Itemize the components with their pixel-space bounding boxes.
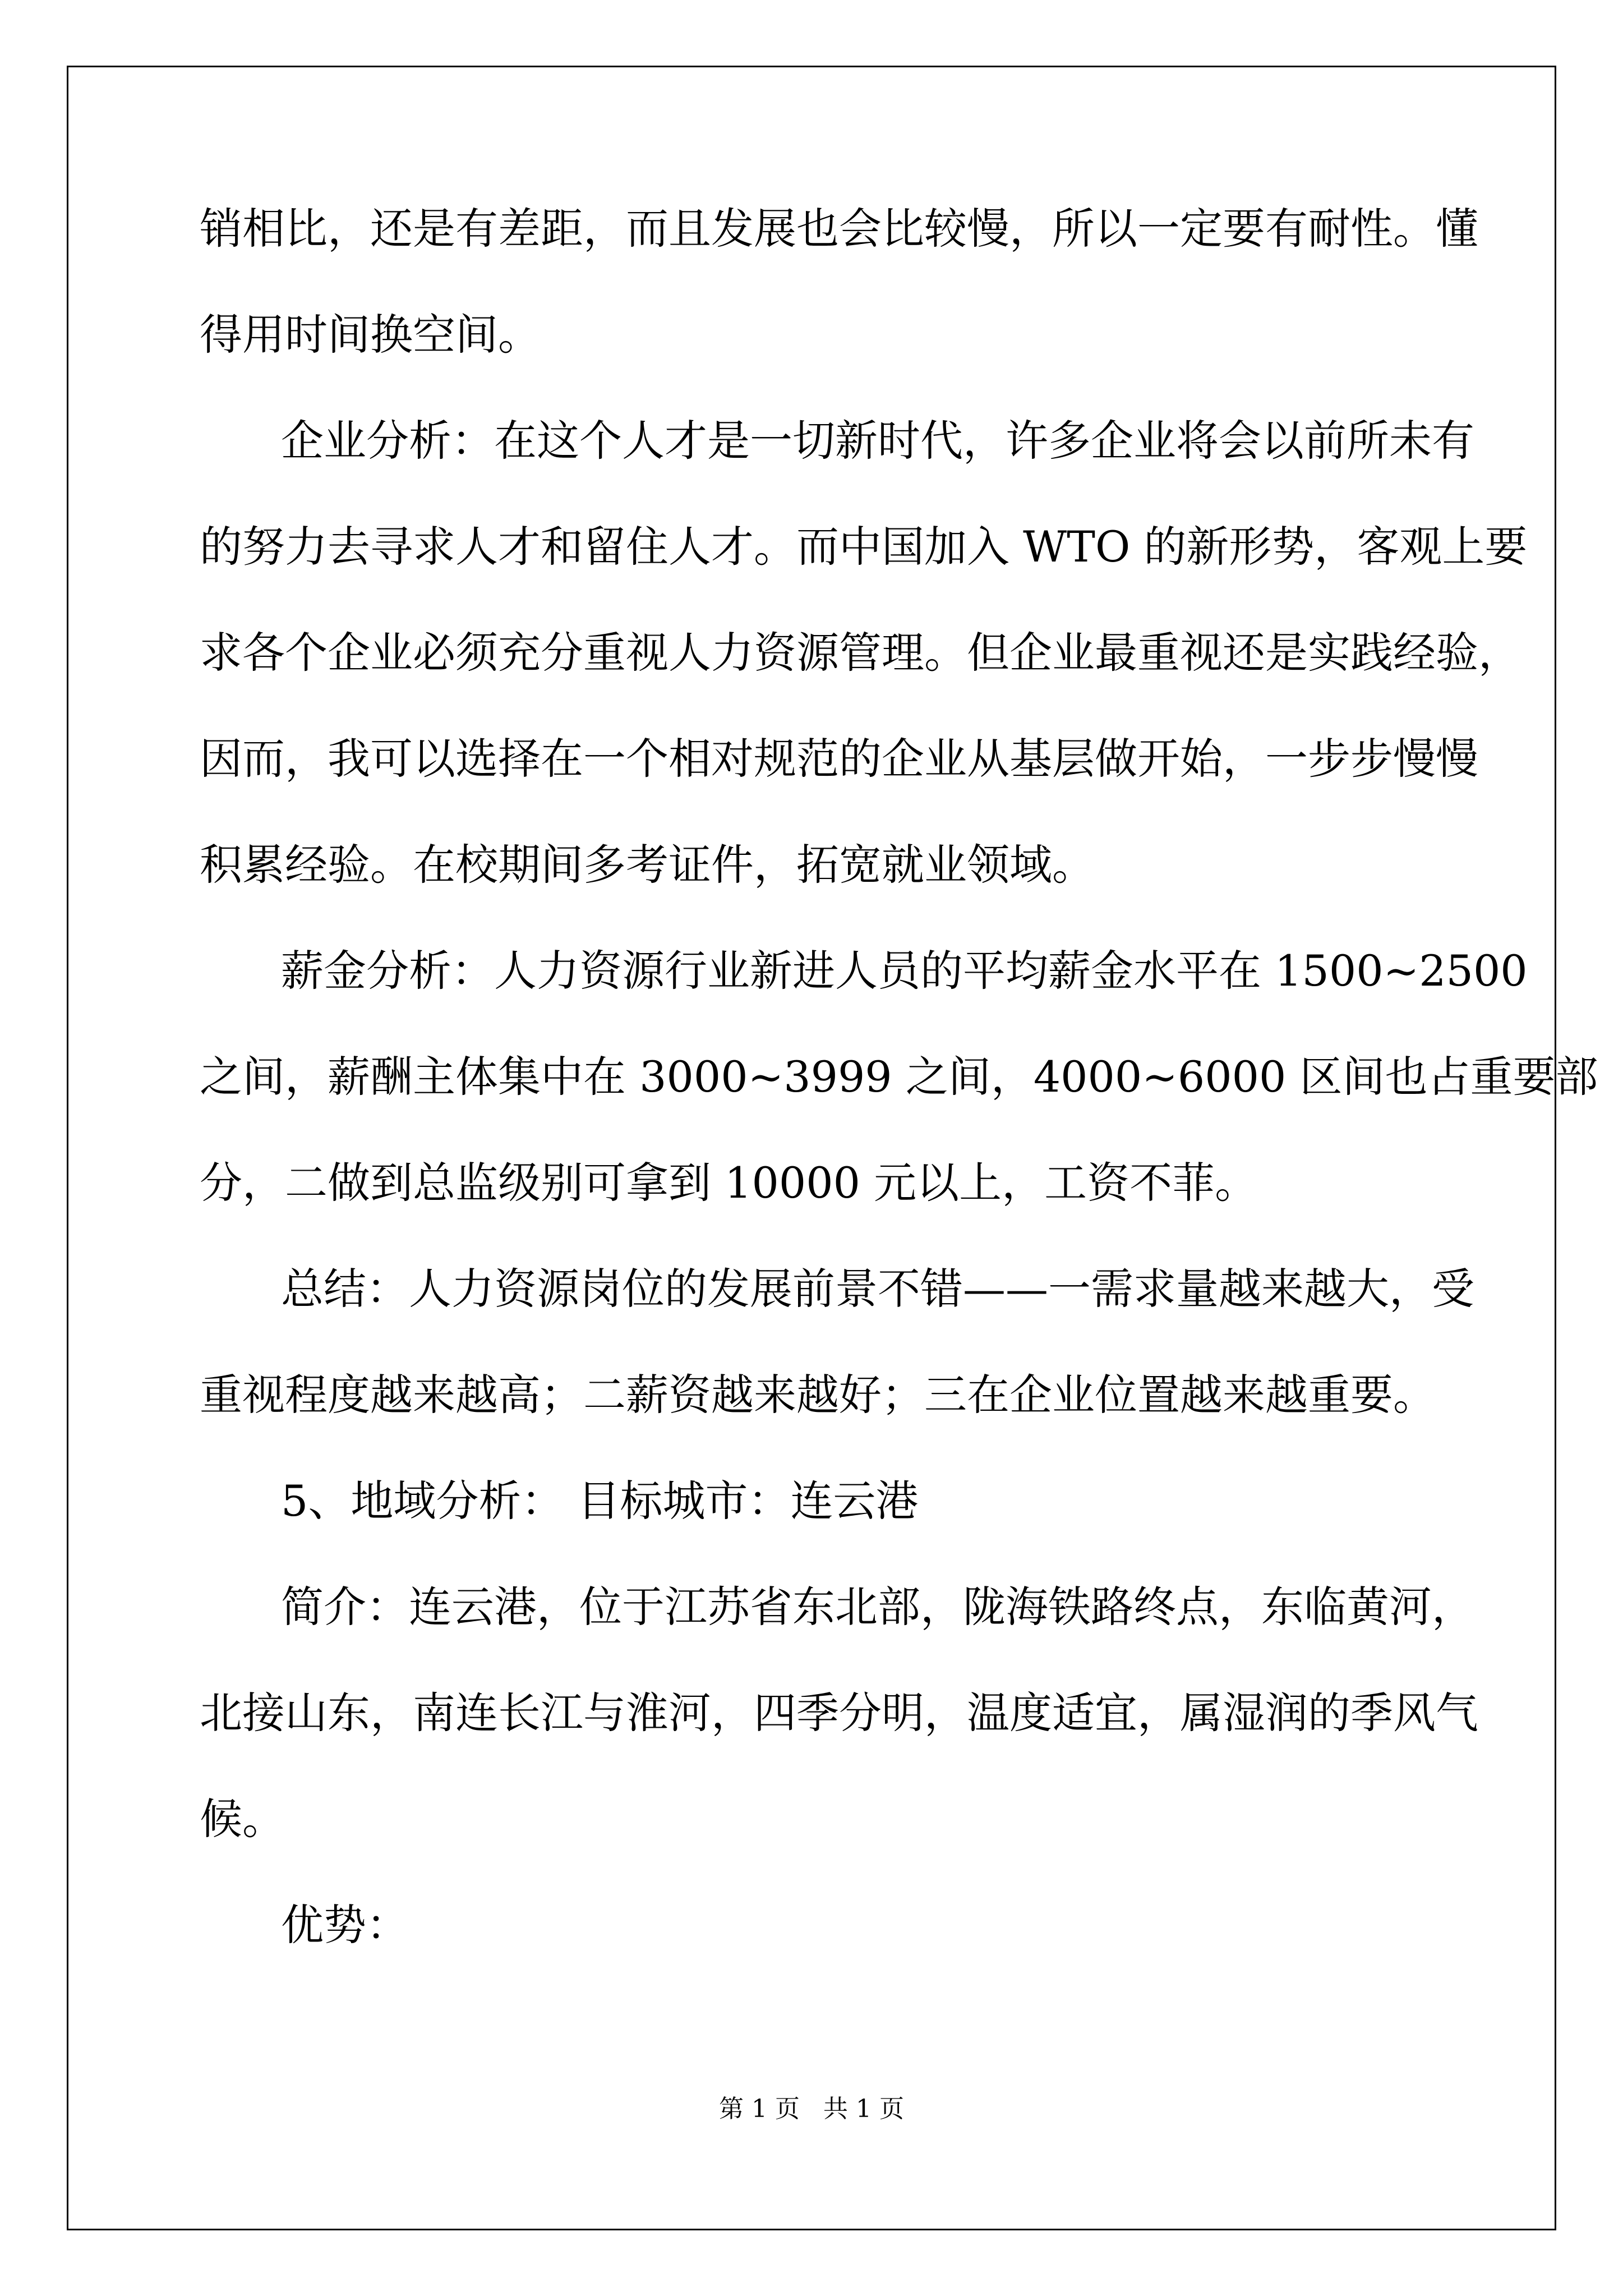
paragraph-start-advantages: 优势：	[281, 1900, 409, 1950]
text-line: 分，二做到总监级别可拿到 10000 元以上，工资不菲。	[200, 1158, 1258, 1208]
page-footer: 第 1 页 共 1 页	[719, 2095, 904, 2123]
text-line: 重视程度越来越高；二薪资越来越好；三在企业位置越来越重要。	[200, 1370, 1436, 1420]
text-line: 的努力去寻求人才和留住人才。而中国加入 WTO 的新形势，客观上要	[200, 522, 1528, 572]
paragraph-start-introduction: 简介：连云港，位于江苏省东北部，陇海铁路终点，东临黄河，	[281, 1582, 1474, 1632]
section-heading-regional-analysis: 5、地域分析： 目标城市：连云港	[281, 1476, 919, 1526]
text-line: 销相比，还是有差距，而且发展也会比较慢，所以一定要有耐性。懂	[200, 204, 1478, 254]
text-line: 积累经验。在校期间多考证件，拓宽就业领域。	[200, 840, 1095, 890]
text-line: 候。	[200, 1794, 285, 1844]
paragraph-start-salary-analysis: 薪金分析：人力资源行业新进人员的平均薪金水平在 1500~2500	[281, 946, 1528, 996]
text-line: 北接山东，南连长江与淮河，四季分明，温度适宜，属湿润的季风气	[200, 1688, 1478, 1738]
text-line: 求各个企业必须充分重视人力资源管理。但企业最重视还是实践经验，	[200, 628, 1521, 678]
text-line: 得用时间换空间。	[200, 310, 541, 360]
paragraph-start-enterprise-analysis: 企业分析：在这个人才是一切新时代，许多企业将会以前所未有	[281, 416, 1474, 466]
text-line: 因而，我可以选择在一个相对规范的企业从基层做开始，一步步慢慢	[200, 734, 1478, 784]
text-line: 之间，薪酬主体集中在 3000~3999 之间，4000~6000 区间也占重要部	[200, 1052, 1598, 1102]
paragraph-start-summary: 总结：人力资源岗位的发展前景不错——一需求量越来越大，受	[281, 1264, 1474, 1314]
